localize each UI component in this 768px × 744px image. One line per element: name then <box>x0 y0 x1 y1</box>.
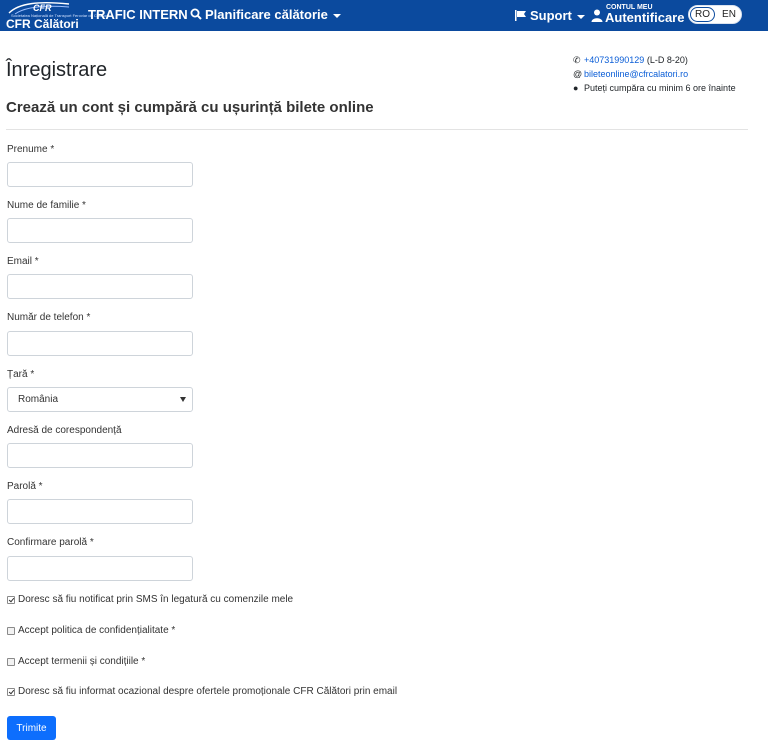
privacy-policy-label: Accept politica de confidențialitate * <box>18 625 176 636</box>
chevron-down-icon <box>577 15 585 19</box>
phone-icon: ✆ <box>573 55 581 65</box>
top-navbar <box>0 0 768 31</box>
nav-trafic-intern[interactable] <box>88 7 188 22</box>
cfr-logo[interactable] <box>5 1 108 31</box>
privacy-policy-checkbox[interactable] <box>7 627 15 635</box>
promo-email-checkbox[interactable] <box>7 688 15 696</box>
flag-icon <box>515 10 527 21</box>
contact-phone-row <box>573 53 736 67</box>
telefon-label: Număr de telefon * <box>7 312 91 323</box>
account-login-label: Autentificare <box>605 10 685 25</box>
parola-field[interactable] <box>7 499 193 524</box>
terms-label: Accept termenii și condițiile * <box>18 656 146 667</box>
parola-label: Parolă * <box>7 481 43 492</box>
confirmare-parola-field[interactable] <box>7 556 193 581</box>
phone-hours: (L-D 8-20) <box>646 55 688 65</box>
adresa-field[interactable] <box>7 443 193 468</box>
purchase-note: Puteți cumpăra cu minim 6 ore înainte <box>584 83 736 93</box>
sms-notification-checkbox[interactable] <box>7 596 15 604</box>
at-icon: @ <box>573 69 583 79</box>
svg-text:CFR: CFR <box>33 3 52 13</box>
nav-trafic-label: TRAFIC INTERN <box>88 7 188 22</box>
select-arrow-icon <box>180 397 186 402</box>
divider <box>6 129 748 130</box>
email-label: Email * <box>7 256 39 267</box>
tara-label: Țară * <box>7 369 35 380</box>
lang-en-option[interactable]: EN <box>722 9 736 20</box>
logo-small-text: Societatea Națională de Transport Feroviar de Călători <box>11 13 108 18</box>
nume-label: Nume de familie * <box>7 200 86 211</box>
promo-email-label: Doresc să fiu informat ocazional despre ofertele promoționale CFR Călători prin email <box>18 686 398 697</box>
chevron-down-icon <box>333 14 341 18</box>
terms-checkbox[interactable] <box>7 658 15 666</box>
nume-field[interactable] <box>7 218 193 243</box>
logo-text: CFR Călători <box>6 17 79 31</box>
phone-link[interactable]: +40731990129 <box>584 55 645 65</box>
account-small-label: CONTUL MEU <box>606 4 653 11</box>
sms-notification-label: Doresc să fiu notificat prin SMS în legatură cu comenzile mele <box>18 594 294 605</box>
tara-selected-value: România <box>18 394 59 405</box>
email-link[interactable]: bileteonline@cfrcalatori.ro <box>584 69 689 79</box>
email-field[interactable] <box>7 274 193 299</box>
nav-planificare-dropdown[interactable] <box>190 7 341 22</box>
tara-select[interactable] <box>7 387 193 412</box>
language-switch[interactable] <box>688 5 742 24</box>
search-icon <box>190 8 202 20</box>
clock-icon: ● <box>573 83 579 93</box>
adresa-label: Adresă de corespondență <box>7 425 122 436</box>
user-icon <box>591 9 603 22</box>
submit-button[interactable]: Trimite <box>7 716 56 740</box>
nav-planificare-label: Planificare călătorie <box>205 7 328 22</box>
confirmare-parola-label: Confirmare parolă * <box>7 537 94 548</box>
prenume-field[interactable] <box>7 162 193 187</box>
page-subtitle: Crează un cont și cumpără cu ușurință bilete online <box>6 99 374 116</box>
contact-info <box>573 53 736 95</box>
prenume-label: Prenume * <box>7 144 55 155</box>
page-title: Înregistrare <box>6 59 108 81</box>
telefon-field[interactable] <box>7 331 193 356</box>
nav-suport-dropdown[interactable] <box>515 8 585 23</box>
contact-email-row <box>573 67 736 81</box>
nav-suport-label: Suport <box>530 8 572 23</box>
lang-ro-option[interactable]: RO <box>690 7 715 22</box>
account-login[interactable] <box>591 4 685 28</box>
contact-note-row <box>573 81 736 95</box>
